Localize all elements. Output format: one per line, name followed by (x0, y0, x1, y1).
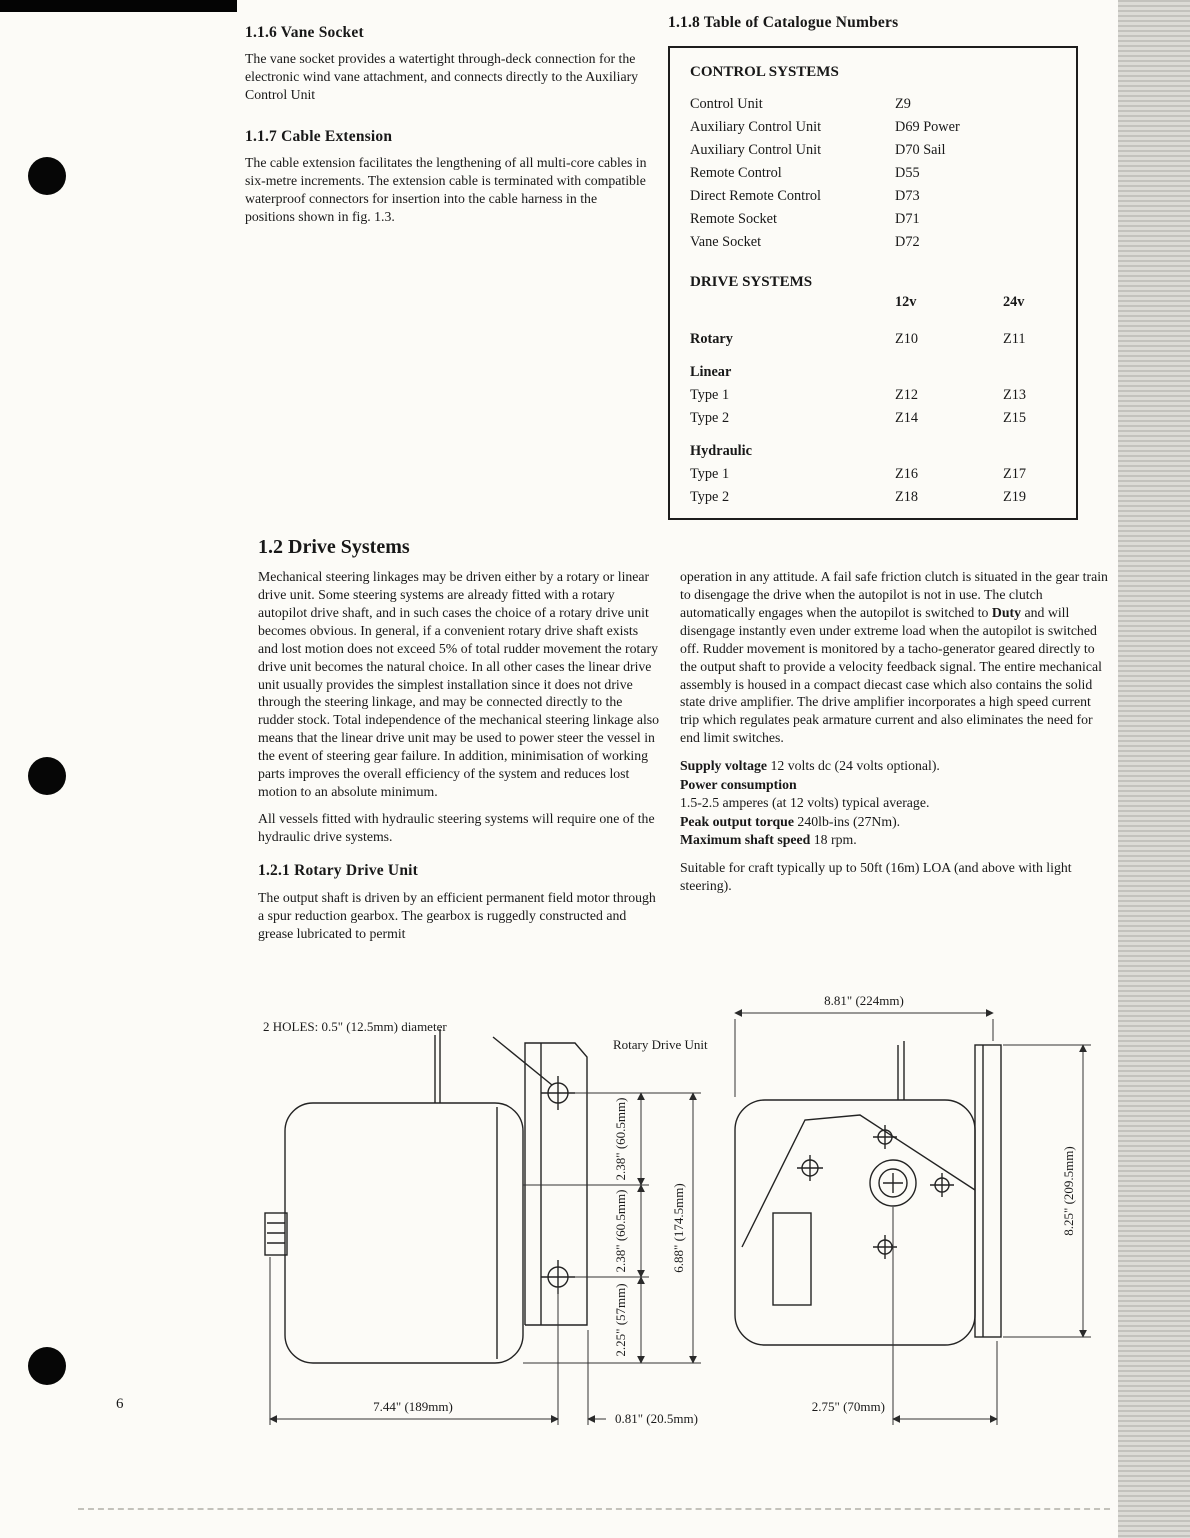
row-value-12v: Z16 (895, 466, 919, 482)
table-row (690, 231, 1076, 254)
control-systems-title: CONTROL SYSTEMS (690, 64, 839, 80)
hole-punch (28, 757, 66, 795)
row-value: D69 Power (895, 119, 960, 135)
row-value-24v: Z15 (1003, 410, 1027, 426)
table-row (690, 93, 1076, 116)
flange-plate (493, 1037, 587, 1325)
row-label: Type 1 (690, 466, 730, 482)
row-label: Type 2 (690, 489, 730, 505)
spec-max-shaft-speed: Maximum shaft speed 18 rpm. (680, 832, 857, 848)
row-value: Z9 (895, 96, 911, 112)
row-label: Linear (690, 364, 732, 380)
holes-note-label: 2 HOLES: 0.5" (12.5mm) diameter (263, 1019, 447, 1034)
page-number: 6 (116, 1396, 124, 1412)
dim-base-label: 2.25" (57mm) (613, 1283, 628, 1357)
row-label: Type 1 (690, 387, 730, 403)
scan-artifact-top-bar (0, 0, 237, 12)
heading-drive-systems: 1.2 Drive Systems (258, 536, 410, 558)
dim-overall-height-label: 6.88" (174.5mm) (671, 1183, 686, 1273)
row-label: Type 2 (690, 410, 730, 426)
hole-punch (28, 1347, 66, 1385)
table-row (690, 139, 1076, 162)
technical-drawing (245, 985, 1145, 1445)
heading-cable-extension: 1.1.7 Cable Extension (245, 127, 393, 145)
row-label: Auxiliary Control Unit (690, 119, 822, 135)
table-row (690, 162, 1076, 185)
table-row (690, 440, 1076, 463)
row-value: D70 Sail (895, 142, 946, 158)
vane-socket-body: The vane socket provides a watertight through-deck connection for the electronic wind vane attachment, and connects directly to the Auxiliary Control Unit (245, 51, 639, 102)
gearbox-outline (735, 1041, 1001, 1345)
spec-peak-torque: Peak output torque 240lb-ins (27Nm). (680, 813, 901, 829)
table-row (690, 361, 1076, 384)
row-label: Rotary (690, 331, 733, 347)
duty-emphasis: Duty (991, 604, 1022, 620)
suitability-paragraph: Suitable for craft typically up to 50ft (16m) LOA (and above with light steering). (680, 859, 1072, 893)
table-row (690, 208, 1076, 231)
row-label: Hydraulic (690, 443, 752, 459)
row-value: D55 (895, 165, 920, 181)
hydraulic-note-paragraph: All vessels fitted with hydraulic steering systems will require one of the hydraulic drive systems. (258, 810, 655, 844)
cable-extension-body: The cable extension facilitates the lengthening of all multi-core cables in six-metre increments. The extension cable is terminated with compatible waterproof connectors for insertion into the cable harness in the positions shown in fig. 1.3. (245, 154, 647, 224)
table-row (690, 328, 1076, 351)
rotary-drive-paragraph: The output shaft is driven by an efficient permanent field motor through a spur reduction gearbox. The gearbox is ruggedly constructed and grease lubricated to permit (258, 889, 656, 941)
table-row (690, 463, 1076, 486)
row-value-12v: Z14 (895, 410, 919, 426)
table-row (690, 116, 1076, 139)
unit-label: Rotary Drive Unit (613, 1037, 708, 1052)
row-value-24v: Z19 (1003, 489, 1027, 505)
dim-top-label: 8.81" (224mm) (824, 993, 904, 1008)
row-label: Control Unit (690, 96, 763, 112)
specifications (680, 757, 1108, 849)
dim-shaft-offset-label: 2.75" (70mm) (811, 1399, 885, 1414)
motor-outline (265, 1029, 523, 1363)
heading-vane-socket: 1.1.6 Vane Socket (245, 24, 364, 41)
table-header-row (690, 291, 1076, 314)
row-value-12v: Z12 (895, 387, 919, 403)
top-left-column (245, 24, 649, 225)
drive-systems-title: DRIVE SYSTEMS (690, 274, 813, 290)
row-label: Remote Control (690, 165, 782, 181)
row-value-24v: Z11 (1003, 331, 1026, 347)
spec-supply-voltage: Supply voltage 12 volts dc (24 volts optional). (680, 758, 940, 774)
col-24v: 24v (1003, 294, 1025, 310)
heading-rotary-drive-unit: 1.2.1 Rotary Drive Unit (258, 861, 419, 879)
dim-flange-height-label: 8.25" (209.5mm) (1061, 1146, 1076, 1236)
table-row (690, 384, 1076, 407)
row-value-12v: Z18 (895, 489, 919, 505)
dim-hole-lower-label: 2.38" (60.5mm) (613, 1189, 628, 1273)
row-label: Remote Socket (690, 211, 777, 227)
drive-systems-paragraph: Mechanical steering linkages may be driven either by a rotary or linear drive unit. Some steering systems are already fitted with a rotary autopilot drive shaft, and in such cases the choice of a rotary drive unit becomes obvious. In general, if a convenient rotary drive shaft exists and lost motion does not exceed 5% of total rudder movement the rotary drive unit becomes the natural choice. In all other cases the linear drive unit usually provides the simplest installation since it does not drive through the steering linkage, and may be connected directly to the rudder stock. Total independence of the mechanical steering linkage also means that the linear drive unit may be used to power steer the vessel in the event of steering gear failure. In addition, minimisation of working parts improves the overall efficiency of the system and reduces lost motion to an absolute minimum. (258, 569, 660, 800)
table-row (690, 185, 1076, 208)
hole-punch (28, 157, 66, 195)
heading-catalogue-numbers: 1.1.8 Table of Catalogue Numbers (668, 14, 899, 31)
col-12v: 12v (895, 294, 917, 310)
spec-amperes: 1.5-2.5 amperes (at 12 volts) typical average. (680, 795, 930, 811)
spec-power-consumption: Power consumption (680, 776, 797, 792)
row-label: Direct Remote Control (690, 188, 822, 204)
table-row (690, 407, 1076, 430)
row-value: D73 (895, 188, 920, 204)
drive-systems-left-column (258, 568, 660, 943)
dim-hole-offset-label: 0.81" (20.5mm) (615, 1411, 698, 1426)
row-value: D71 (895, 211, 920, 227)
scan-bottom-rule (78, 1508, 1110, 1510)
row-value-24v: Z13 (1003, 387, 1027, 403)
catalogue-table (668, 46, 1078, 520)
row-label: Auxiliary Control Unit (690, 142, 822, 158)
row-value-12v: Z10 (895, 331, 919, 347)
row-value: D72 (895, 234, 920, 250)
rotary-operation-paragraph: operation in any attitude. A fail safe friction clutch is situated in the gear train to disengage the drive when the autopilot is not in use. The clutch automatically engages when the autopilot is switched to Duty and will disengage instantly even under extreme load when the autopilot is switched off. Rudder movement is monitored by a tacho-generator geared directly to the output shaft to provide a velocity feedback signal. The entire mechanical assembly is housed in a compact diecast case which also contains the solid state drive amplifier. The drive amplifier incorporates a high speed current trip which regulates peak armature current and also eliminates the need for end limit switches. (680, 569, 1108, 746)
table-row (690, 486, 1076, 509)
row-label: Vane Socket (690, 234, 762, 250)
top-right-column (668, 14, 1082, 520)
dim-motor-length-label: 7.44" (189mm) (373, 1399, 453, 1414)
drive-systems-right-column (680, 568, 1108, 894)
row-value-24v: Z17 (1003, 466, 1027, 482)
dim-hole-upper-label: 2.38" (60.5mm) (613, 1097, 628, 1181)
rotary-drive-unit-diagram (245, 985, 1145, 1445)
